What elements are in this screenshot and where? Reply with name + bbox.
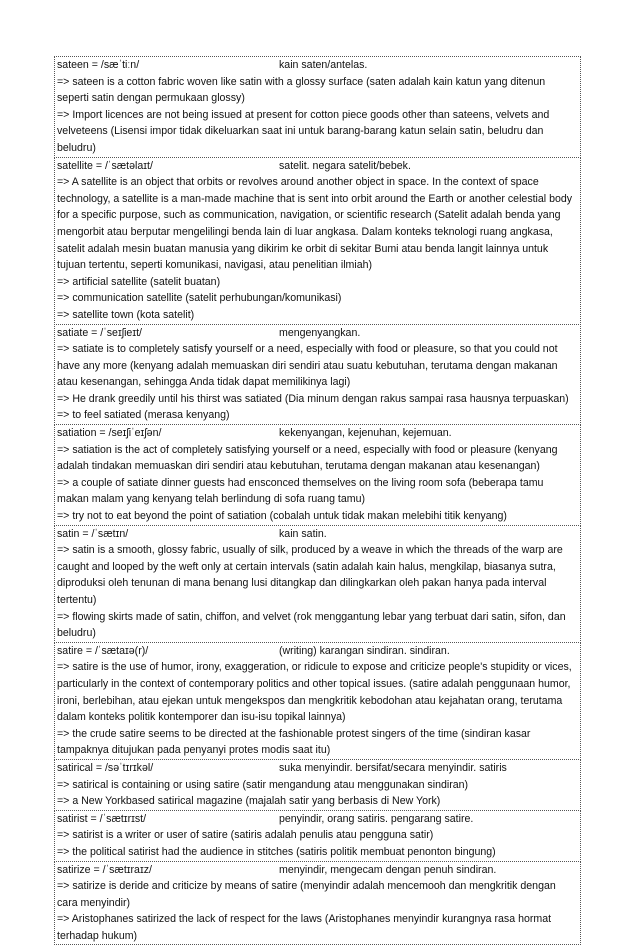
definition-line: => A satellite is an object that orbits or revolves around another object in space. In the context of space technology, a satellite is a man-made machine that is sent into orbit around the Earth or another celestial body for a specific purpose, such as communication, navigation, or scientific research (Satelit adalah benda yang mengorbit atau berputar mengelilingi benda lain di luar angkasa. Dalam konteks teknologi ruang angkasa, satelit adalah mesin buatan manusia yang dikirim ke orbit di sekitar Bumi atau benda langit lainnya untuk tujuan tertentu, seperti komunikasi, navigasi, atau penelitian ilmiah) <box>57 174 578 274</box>
entry-header <box>57 862 578 879</box>
entry-satin <box>54 525 581 643</box>
meaning: suka menyindir. bersifat/secara menyindir. satiris <box>279 760 578 777</box>
meaning: mengenyangkan. <box>279 325 578 342</box>
example-line: => to feel satiated (merasa kenyang) <box>57 407 578 424</box>
meaning: menyindir, mengecam dengan penuh sindiran. <box>279 862 578 879</box>
entry-satirist <box>54 810 581 862</box>
example-line: => artificial satellite (satelit buatan) <box>57 274 578 291</box>
meaning: (writing) karangan sindiran. sindiran. <box>279 643 578 660</box>
headword: satin = /ˈsætɪn/ <box>57 526 279 543</box>
definition-line: => sateen is a cotton fabric woven like satin with a glossy surface (saten adalah kain katun yang ditenun seperti satin dengan permukaan glossy) <box>57 74 578 107</box>
headword: sateen = /sæˈtiːn/ <box>57 57 279 74</box>
example-line: => communication satellite (satelit perhubungan/komunikasi) <box>57 290 578 307</box>
definition-line: => satin is a smooth, glossy fabric, usually of silk, produced by a weave in which the threads of the warp are caught and looped by the weft only at certain intervals (satin adalah kain halus, mengkilap, biasanya sutra, diproduksi oleh tenunan di mana benang lusi ditangkap dan dilingkarkan oleh pakan hanya pada interval tertentu) <box>57 542 578 608</box>
meaning: kain saten/antelas. <box>279 57 578 74</box>
entry-satirical <box>54 759 581 811</box>
meaning: kekenyangan, kejenuhan, kejemuan. <box>279 425 578 442</box>
entry-header <box>57 325 578 342</box>
entry-satellite <box>54 157 581 325</box>
headword: satiate = /ˈseɪʃieɪt/ <box>57 325 279 342</box>
entry-header <box>57 526 578 543</box>
entry-header <box>57 760 578 777</box>
entry-header <box>57 425 578 442</box>
entry-header <box>57 158 578 175</box>
entry-header <box>57 643 578 660</box>
example-line: => try not to eat beyond the point of satiation (cobalah untuk tidak makan melebihi titik kenyang) <box>57 508 578 525</box>
entry-satiate <box>54 324 581 426</box>
example-line: => satellite town (kota satelit) <box>57 307 578 324</box>
entry-sateen <box>54 56 581 158</box>
definition-line: => satiate is to completely satisfy yourself or a need, especially with food or pleasure, so that you could not have any more (kenyang adalah memuaskan diri sendiri atau suatu kebutuhan, terutama dengan makanan atau kesenangan, sehingga Anda tidak dapat memilikinya lagi) <box>57 341 578 391</box>
headword: satellite = /ˈsætəlaɪt/ <box>57 158 279 175</box>
definition-line: => satirical is containing or using satire (satir mengandung atau menggunakan sindiran) <box>57 777 578 794</box>
entry-header <box>57 811 578 828</box>
entry-header <box>57 57 578 74</box>
headword: satire = /ˈsætaɪə(r)/ <box>57 643 279 660</box>
meaning: satelit. negara satelit/bebek. <box>279 158 578 175</box>
headword: satiation = /seɪʃiˈeɪʃən/ <box>57 425 279 442</box>
meaning: penyindir, orang satiris. pengarang satire. <box>279 811 578 828</box>
definition-line: => satirize is deride and criticize by means of satire (menyindir adalah mencemooh dan mengkritik dengan cara menyindir) <box>57 878 578 911</box>
example-line: => a New Yorkbased satirical magazine (majalah satir yang berbasis di New York) <box>57 793 578 810</box>
definition-line: => satire is the use of humor, irony, exaggeration, or ridicule to expose and criticize people's stupidity or vices, particularly in the context of contemporary politics and other topical issues. (satire adalah penggunaan humor, ironi, berlebihan, atau ejekan untuk mengekspos dan mengkritik kebodohan atau kejahatan orang, terutama dalam konteks politik kontemporer dan isu-isu topikal lainnya) <box>57 659 578 725</box>
example-line: => the political satirist had the audience in stitches (satiris politik membuat penonton bingung) <box>57 844 578 861</box>
headword: satirist = /ˈsætɪrɪst/ <box>57 811 279 828</box>
dictionary-page <box>54 57 581 945</box>
example-line: => the crude satire seems to be directed at the fashionable protest singers of the time (sindiran kasar tampaknya ditujukan pada penyanyi protes modis saat itu) <box>57 726 578 759</box>
meaning: kain satin. <box>279 526 578 543</box>
example-line: => a couple of satiate dinner guests had ensconced themselves on the living room sofa (beberapa tamu makan malam yang kenyang telah berlindung di sofa ruang tamu) <box>57 475 578 508</box>
example-line: => flowing skirts made of satin, chiffon, and velvet (rok menggantung lebar yang terbuat dari satin, sifon, dan beludru) <box>57 609 578 642</box>
entry-satire <box>54 642 581 760</box>
entry-satiation <box>54 424 581 526</box>
headword: satirize = /ˈsætɪraɪz/ <box>57 862 279 879</box>
example-line: => Aristophanes satirized the lack of respect for the laws (Aristophanes menyindir kurangnya rasa hormat terhadap hukum) <box>57 911 578 944</box>
definition-line: => satirist is a writer or user of satire (satiris adalah penulis atau pengguna satir) <box>57 827 578 844</box>
example-line: => Import licences are not being issued at present for cotton piece goods other than sateens, velvets and velveteens (Lisensi impor tidak dikeluarkan saat ini untuk barang-barang katun selain satin, beludru dan beludru) <box>57 107 578 157</box>
definition-line: => satiation is the act of completely satisfying yourself or a need, especially with food or pleasure (kenyang adalah tindakan memuaskan diri sendiri atau kebutuhan, terutama dengan makanan atau kesenangan) <box>57 442 578 475</box>
example-line: => He drank greedily until his thirst was satiated (Dia minum dengan rakus sampai rasa hausnya terpuaskan) <box>57 391 578 408</box>
headword: satirical = /səˈtɪrɪkəl/ <box>57 760 279 777</box>
